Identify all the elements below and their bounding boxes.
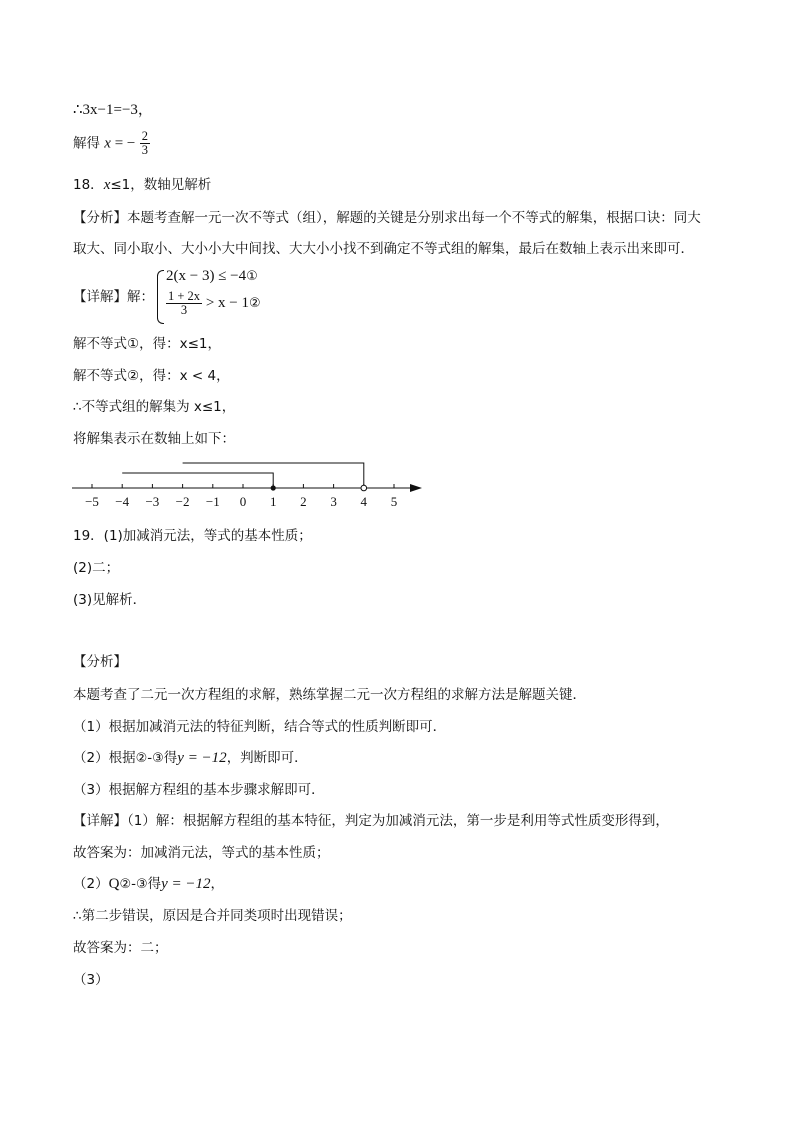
minus-sign-b: - — [131, 876, 136, 892]
number-line-arrow — [410, 484, 422, 492]
q19-answer-1: 故答案为：加减消元法，等式的基本性质； — [73, 845, 330, 861]
q19-part3-label: （3） — [73, 972, 109, 988]
number-line-tick-label: 1 — [269, 494, 277, 509]
number-line-tick-label: −1 — [205, 494, 220, 509]
circle-3: ③ — [152, 751, 164, 766]
number-line-tick-label: 0 — [239, 494, 247, 509]
number-line-tick-label: −3 — [145, 494, 160, 509]
number-line-axis-group — [72, 484, 422, 492]
number-line-tick-label: −4 — [115, 494, 130, 509]
q19-part2: (2)二； — [73, 560, 120, 576]
solve-inequality-2: 解不等式②，得：x < 4， — [73, 368, 230, 384]
closed-point — [271, 485, 276, 490]
number-line-tick-label: 2 — [300, 494, 307, 509]
q18-detail-label: 【详解】解： — [73, 289, 154, 305]
q19-part3: (3)见解析． — [73, 592, 147, 608]
q19-detail-2-de: 得 — [147, 876, 162, 892]
solution-var: x — [104, 135, 111, 152]
system-line2 — [166, 290, 261, 317]
minus-sign: - — [147, 750, 153, 766]
number-line-tick-label: −5 — [85, 494, 99, 509]
system-inequality-1: 2(x − 3) ≤ −4 — [166, 268, 247, 284]
number-line-tick-label: 5 — [390, 494, 398, 509]
q19-detail-2 — [73, 875, 224, 894]
q19-detail-2-prefix: （2） — [73, 876, 109, 892]
q18-heading — [73, 176, 211, 194]
number-line-tick-label: 3 — [330, 494, 337, 509]
number-line-tick-label: −2 — [175, 494, 190, 509]
therefore-equation: ∴3x−1=−3， — [73, 102, 153, 118]
circle-3-b: ③ — [135, 877, 148, 892]
because-symbol: Q — [108, 876, 120, 892]
q19-point2-prefix: （2）根据 — [73, 750, 136, 766]
q19-part1: 19．(1)加减消元法，等式的基本性质； — [73, 528, 312, 544]
fraction-numerator: 2 — [141, 129, 148, 143]
system-fraction-numerator: 1 + 2x — [168, 289, 201, 303]
number-line-tick-label: 4 — [360, 494, 368, 509]
circle-2-b: ② — [119, 877, 132, 892]
q19-detail-3: ∴第二步错误，原因是合并同类项时出现错误； — [73, 908, 352, 924]
number-line-intro: 将解集表示在数轴上如下： — [73, 431, 235, 447]
q19-analysis-label: 【分析】 — [73, 654, 127, 670]
solve-inequality-1: 解不等式①，得：x≤1， — [73, 336, 221, 352]
q18-heading-rest: ≤1，数轴见解析 — [110, 177, 212, 193]
system-inequality-2: > x − 1 — [202, 294, 249, 311]
q18-analysis-line2: 取大、同小取小、大小小大中间找、大大小小找不到确定不等式组的解集，最后在数轴上表示出来即可． — [73, 241, 694, 257]
circle-2-label: ② — [248, 295, 261, 311]
q19-point2-eq: y = −12 — [177, 750, 227, 766]
number-line — [60, 455, 440, 515]
q19-point2 — [73, 749, 308, 768]
q19-point3: （3）根据解方程组的基本步骤求解即可． — [73, 782, 325, 798]
solution-eq: = − — [110, 135, 136, 152]
system-line1 — [166, 268, 258, 285]
q19-answer-2: 故答案为：二； — [73, 940, 168, 956]
circle-1-label: ① — [246, 269, 258, 284]
q19-detail-2-eq: y = −12 — [161, 876, 211, 892]
system-brace — [157, 270, 164, 324]
system-fraction — [166, 290, 202, 317]
fraction-two-thirds — [140, 130, 150, 157]
q18-var: x — [103, 177, 111, 193]
circle-2: ② — [135, 751, 148, 766]
q19-point1: （1）根据加减消元法的特征判断，结合等式的性质判断即可． — [73, 719, 447, 735]
q19-analysis-text: 本题考查了二元一次方程组的求解，熟练掌握二元一次方程组的求解方法是解题关键． — [73, 687, 586, 703]
system-fraction-denominator: 3 — [180, 303, 188, 317]
q18-analysis-line1: 【分析】本题考查解一元一次不等式（组），解题的关键是分别求出每一个不等式的解集，根据口诀：同大 — [73, 210, 701, 226]
q19-detail-2-suffix: ， — [210, 876, 225, 892]
q19-detail-1: 【详解】（1）解：根据解方程组的基本特征，判定为加减消元法，第一步是利用等式性质变形得到， — [73, 813, 669, 829]
q19-point2-de: 得 — [163, 750, 178, 766]
fraction-denominator: 3 — [141, 143, 148, 157]
solution-bracket-1 — [122, 473, 273, 488]
q19-point2-suffix: ，判断即可． — [226, 750, 308, 766]
solution-x-line — [73, 130, 150, 157]
solution-set: ∴不等式组的解集为 x≤1， — [73, 399, 236, 415]
open-point — [361, 485, 367, 491]
solution-prefix: 解得 — [73, 135, 100, 152]
q18-number: 18． — [73, 177, 104, 193]
